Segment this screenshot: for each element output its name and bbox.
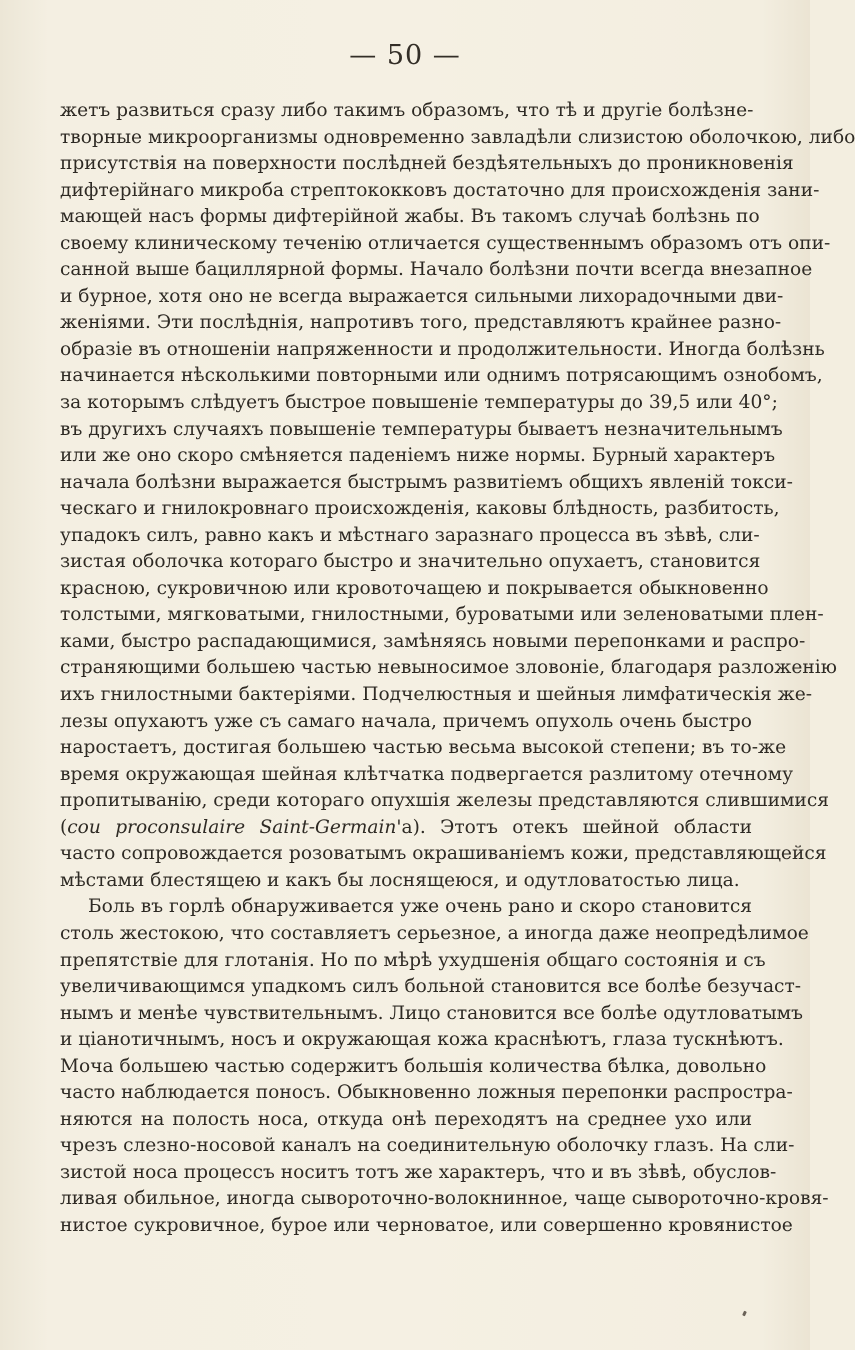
- text-line: мѣстами блестящею и какъ бы лоснящеюся, и одутловатостью лица.: [60, 869, 740, 891]
- text-line: чрезъ слезно-носовой каналъ на соединительную оболочку глазъ. На сли-: [60, 1135, 795, 1157]
- text-line: или же оно скоро смѣняется паденіемъ ниже нормы. Бурный характеръ: [60, 445, 776, 467]
- text-line: нымъ и менѣе чувствительнымъ. Лицо становится все болѣе одутловатымъ: [60, 1002, 803, 1024]
- text-line: и бурное, хотя оно не всегда выражается сильными лихорадочными дви-: [60, 285, 784, 307]
- text-line: ливая обильное, иногда сывороточно-волокнинное, чаще сывороточно-кровя-: [60, 1188, 829, 1210]
- text-line: мающей насъ формы дифтерійной жабы. Въ такомъ случаѣ болѣзнь по: [60, 206, 760, 228]
- text-line: лезы опухаютъ уже съ самаго начала, причемъ опухоль очень быстро: [60, 710, 752, 732]
- page-body-text: [60, 98, 855, 1240]
- text-line: въ другихъ случаяхъ повышеніе температуры бываетъ незначительнымъ: [60, 418, 783, 440]
- text-line: столь жестокою, что составляетъ серьезное, а иногда даже неопредѣлимое: [60, 922, 809, 944]
- text-line: нистое сукровичное, бурое или черноватое, или совершенно кровянистое: [60, 1214, 793, 1236]
- text-line: часто сопровождается розоватымъ окрашиваніемъ кожи, представляющейся: [60, 843, 827, 865]
- paragraph-1-end: [60, 841, 827, 894]
- text-line: ческаго и гнилокровнаго происхожденія, каковы блѣдность, разбитость,: [60, 498, 780, 520]
- paragraph-2: [60, 894, 829, 1239]
- text-line: начала болѣзни выражается быстрымъ развитіемъ общихъ явленій токси-: [60, 471, 793, 493]
- text-line-italic-citation: [60, 815, 752, 842]
- text-line: Боль въ горлѣ обнаруживается уже очень рано и скоро становится: [88, 896, 752, 918]
- text-line: женіями. Эти послѣднія, напротивъ того, представляютъ крайнее разно-: [60, 312, 782, 334]
- text-line: препятствіе для глотанія. Но по мѣрѣ ухудшенія общаго состоянія и съ: [60, 949, 766, 971]
- text-line: начинается нѣсколькими повторными или однимъ потрясающимъ ознобомъ,: [60, 365, 823, 387]
- text-line: санной выше бациллярной формы. Начало болѣзни почти всегда внезапное: [60, 259, 813, 281]
- text-line: страняющими большею частью невыносимое зловоніе, благодаря разложенію: [60, 657, 837, 679]
- text-line: красною, сукровичною или кровоточащею и покрывается обыкновенно: [60, 577, 769, 599]
- text-line: дифтерійнаго микроба стрептококковъ достаточно для происхожденія зани-: [60, 179, 820, 201]
- citation-name: cou proconsulaire Saint-Germain: [67, 816, 397, 838]
- text-line: увеличивающимся упадкомъ силъ больной становится все болѣе безучаст-: [60, 976, 802, 998]
- text-line: часто наблюдается поносъ. Обыкновенно ложныя перепонки распростра-: [60, 1082, 793, 1104]
- text-line: ихъ гнилостными бактеріями. Подчелюстныя и шейныя лимфатическія же-: [60, 684, 813, 706]
- text-line: толстыми, мягковатыми, гнилостными, буроватыми или зеленоватыми плен-: [60, 604, 824, 626]
- page-number: — 50 —: [349, 40, 461, 71]
- text-line: зистой носа процессъ носитъ тотъ же характеръ, что и въ зѣвѣ, обуслов-: [60, 1161, 777, 1183]
- text-line: жетъ развиться сразу либо такимъ образомъ, что тѣ и другіе болѣзне-: [60, 100, 754, 121]
- text-line: упадокъ силъ, равно какъ и мѣстнаго заразнаго процесса въ зѣвѣ, сли-: [60, 524, 760, 546]
- citation-suffix: 'а). Этотъ отекъ шейной области: [396, 816, 752, 838]
- text-line: пропитыванію, среди котораго опухшія железы представляются слившимися: [60, 790, 829, 812]
- text-line: наростаетъ, достигая большею частью весьма высокой степени; въ то-же: [60, 737, 787, 759]
- text-line: няются на полость носа, откуда онѣ переходятъ на среднее ухо или: [60, 1108, 752, 1130]
- text-line: присутствія на поверхности послѣдней бездѣятельныхъ до проникновенія: [60, 153, 794, 175]
- citation-open-paren: (: [60, 816, 68, 838]
- text-line: и ціанотичнымъ, носъ и окружающая кожа краснѣютъ, глаза тускнѣютъ.: [60, 1029, 784, 1051]
- text-line: ками, быстро распадающимися, замѣняясь новыми перепонками и распро-: [60, 630, 806, 652]
- text-line: образіе въ отношеніи напряженности и продолжительности. Иногда болѣзнь: [60, 338, 825, 360]
- text-line: зистая оболочка котораго быстро и значительно опухаетъ, становится: [60, 551, 761, 573]
- text-line: творные микроорганизмы одновременно завладѣли слизистою оболочкою, либо: [60, 126, 855, 148]
- text-line: за которымъ слѣдуетъ быстрое повышеніе температуры до 39,5 или 40°;: [60, 392, 778, 414]
- text-line: своему клиническому теченію отличается существеннымъ образомъ отъ опи-: [60, 232, 831, 254]
- text-line: Моча большею частью содержитъ большія количества бѣлка, довольно: [60, 1055, 767, 1077]
- text-line: время окружающая шейная клѣтчатка подвергается разлитому отечному: [60, 763, 794, 785]
- paper-speck: [742, 1311, 747, 1317]
- paragraph-1: [60, 98, 855, 815]
